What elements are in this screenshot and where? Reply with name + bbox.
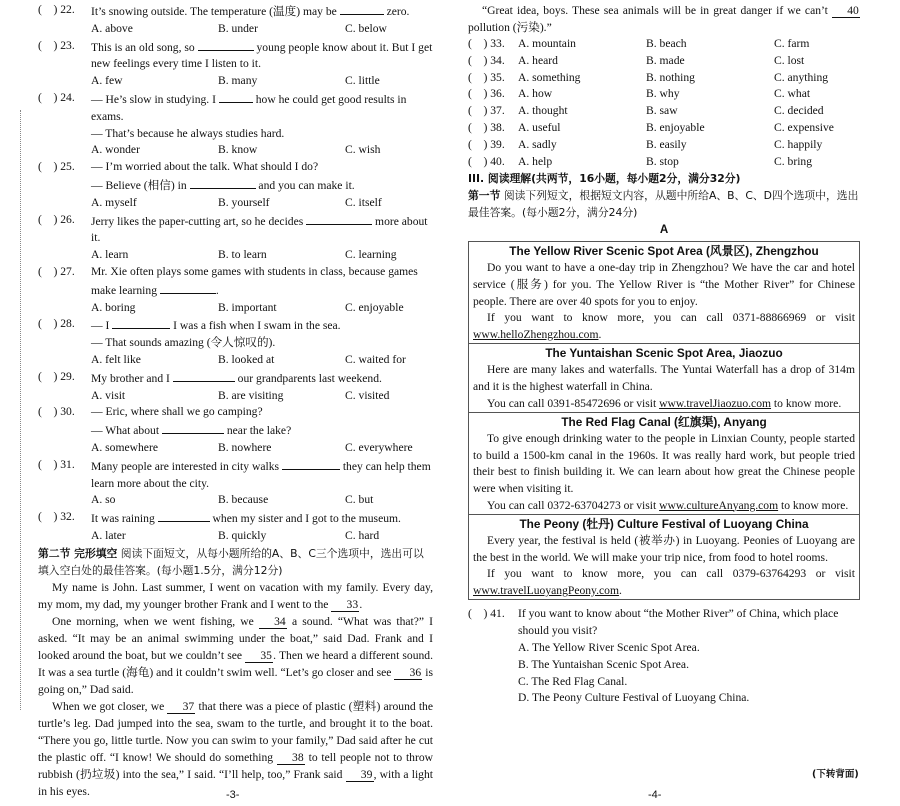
answer-bracket[interactable]: ( ) 29. (38, 369, 75, 383)
question-stem (91, 509, 433, 528)
stem-text: Many people are interested in city walks (91, 459, 282, 473)
paragraph-text: Every year, the festival is held (被举办) in Luoyang. Peonies of Luoyang are the best in the world. We will make your trip nice, from food to hotel rooms. (473, 534, 855, 564)
option-row (38, 195, 433, 212)
cloze-option-row (468, 36, 860, 53)
part-title: III. 阅读理解(共两节，16小题，每小题2分，满分32分) (468, 172, 741, 186)
stem-text: our grandparents last weekend. (234, 371, 382, 385)
question-stem (91, 90, 433, 126)
question-27 (38, 264, 433, 300)
option[interactable]: D. The Peony Culture Festival of Luoyang China. (518, 691, 750, 705)
box-paragraph (469, 310, 859, 343)
box-paragraph (469, 396, 859, 413)
option[interactable]: A. sadly (518, 137, 557, 151)
question-32 (38, 509, 433, 528)
stem-text: they can help them learn more about the city. (91, 459, 431, 490)
question-28 (38, 316, 433, 335)
paragraph-text: a sound. “What was that?” I asked. “It may be an animal swimming under the boat,” said Dad. Frank and I looked around the boat, but we couldn’t see (38, 614, 433, 662)
answer-blank (190, 176, 256, 189)
option[interactable]: B. quickly (218, 528, 267, 542)
option[interactable]: A. useful (518, 120, 561, 134)
page-number-left: -3- (226, 789, 240, 801)
stem-text: — He’s slow in studying. I (91, 92, 219, 106)
box-title: The Red Flag Canal (红旗渠), Anyang (469, 412, 859, 431)
question-number: 36 (490, 87, 502, 101)
question-41 (468, 606, 860, 640)
option[interactable]: A. myself (91, 195, 137, 209)
answer-bracket[interactable]: ( ) 32. (38, 510, 75, 524)
cloze-blank-34: 34 (259, 615, 287, 629)
answer-bracket[interactable]: ( ) 37. (468, 104, 505, 118)
answer-blank (173, 369, 235, 382)
option[interactable]: B. looked at (218, 352, 275, 366)
paragraph-text: If you want to know more, you can call 0371-88866969 or visit (487, 311, 855, 325)
option-row (38, 142, 433, 159)
section-title: 第二节 完形填空 (38, 546, 118, 560)
option[interactable]: C. bring (774, 154, 813, 168)
dialog-text: near the lake? (223, 424, 292, 438)
cloze-blank-39: 39 (346, 768, 374, 782)
question-number: 23 (60, 38, 72, 52)
box-title: The Yellow River Scenic Spot Area (风景区), Zhengzhou (509, 244, 819, 259)
turn-over-note: (下转背面) (812, 769, 859, 780)
question-stem (91, 159, 433, 176)
paragraph-text: When we got closer, we (52, 699, 168, 713)
stem-text: My brother and I (91, 371, 173, 385)
cloze-paragraph (468, 2, 860, 36)
option[interactable]: A. The Yellow River Scenic Spot Area. (518, 641, 700, 655)
question-stem (91, 38, 433, 74)
answer-blank (340, 2, 384, 15)
section-heading (468, 187, 860, 221)
paragraph-text: . (598, 327, 602, 341)
cloze-blank-36: 36 (394, 666, 422, 680)
stem-text: — Eric, where shall we go camping? (91, 405, 263, 419)
option[interactable]: B. because (218, 493, 269, 507)
option[interactable]: C. lost (774, 53, 805, 67)
stem-text: It’s snowing outside. The temperature (温度) may be (91, 5, 340, 18)
question-29 (38, 369, 433, 388)
option[interactable]: B. why (646, 87, 680, 101)
option-row (38, 21, 433, 38)
question-number: 40 (490, 154, 502, 168)
answer-blank (160, 281, 216, 294)
stem-text: when my sister and I got to the museum. (209, 512, 401, 526)
option[interactable]: A. felt like (91, 352, 141, 366)
question-number: 31 (60, 457, 72, 471)
option[interactable]: B. easily (646, 137, 687, 151)
answer-bracket[interactable]: ( ) 25. (38, 160, 75, 174)
question-stem (91, 457, 433, 493)
answer-bracket[interactable]: ( ) 27. (38, 264, 75, 278)
question-stem (91, 404, 433, 421)
answer-blank (282, 457, 340, 470)
option[interactable]: C. enjoyable (345, 300, 404, 314)
box-paragraph (469, 566, 859, 599)
passage-label: A (659, 223, 669, 237)
option[interactable]: A. few (91, 74, 123, 88)
option[interactable]: C. hard (345, 528, 380, 542)
question-30 (38, 404, 433, 421)
option[interactable]: A. heard (518, 53, 558, 67)
dialog-text: — Believe (相信) in (91, 178, 190, 192)
option[interactable]: B. yourself (218, 195, 270, 209)
option-row (38, 300, 433, 317)
stem-text: It was raining (91, 512, 158, 526)
answer-bracket[interactable]: ( ) 40. (468, 154, 505, 168)
cloze-paragraph (38, 698, 433, 800)
box-title: The Yuntaishan Scenic Spot Area, Jiaozuo (469, 343, 859, 362)
question-23 (38, 38, 433, 74)
stem-text: This is an old song, so (91, 40, 198, 54)
option[interactable]: A. something (518, 70, 581, 84)
option[interactable]: A. how (518, 87, 553, 101)
answer-blank (112, 316, 170, 329)
paragraph-text: To give enough drinking water to the people in Linxian County, people started to build a 1500-km canal in the 1960s. It was really hard work, but people tried their best to finish building it. We can learn about how great the Chinese people were when visiting it. (473, 432, 855, 495)
cloze-option-row (468, 86, 860, 103)
answer-blank (158, 509, 210, 522)
cloze-blank-40: 40 (832, 4, 860, 18)
section-instructions: 阅读下列短文，根据短文内容，从题中所给A、B、C、D四个选项中，选出最佳答案。(每小题2分，满分24分) (468, 189, 859, 220)
paragraph-text: , with a light in his eyes. (38, 767, 433, 798)
option[interactable]: C. what (774, 87, 811, 101)
question-number: 37 (490, 104, 502, 118)
option[interactable]: B. to learn (218, 248, 267, 262)
option[interactable]: B. under (218, 21, 258, 35)
question-22 (38, 2, 433, 21)
option[interactable]: C. happily (774, 137, 823, 151)
dialog-line (38, 176, 433, 195)
answer-bracket[interactable]: ( ) 34. (468, 53, 505, 67)
paragraph-text: is going on,” Dad said. (38, 665, 433, 696)
stem-text: young people know about it. But I get new feelings every time I listen to it. (91, 40, 433, 71)
cloze-blank-35: 35 (245, 649, 273, 663)
dialog-text: — That sounds amazing (令人惊叹的). (91, 336, 276, 350)
option[interactable]: A. later (91, 528, 126, 542)
paragraph-text: to tell people not to throw rubbish (扔垃圾) into the sea,” I said. “I’ll help, too,” Frank said (38, 750, 433, 781)
option[interactable]: B. enjoyable (646, 120, 705, 134)
answer-blank (198, 38, 254, 51)
option-row (38, 440, 433, 457)
question-25 (38, 159, 433, 176)
question-number: 35 (490, 70, 502, 84)
paragraph-text: “Great idea, boys. These sea animals will be in great danger if we can’t (482, 4, 832, 17)
box-paragraph (469, 533, 859, 566)
dialog-text: and you can make it. (255, 178, 355, 192)
question-number: 32 (60, 510, 72, 524)
cloze-option-row (468, 137, 860, 154)
question-number: 30 (60, 405, 72, 419)
paragraph-text: . Then we heard a different sound. It was a sea turtle (海龟) and it couldn’t swim well. “Let’s go closer and see (38, 648, 433, 679)
question-number: 41 (490, 607, 502, 621)
option[interactable]: A. so (91, 493, 116, 507)
dialog-line (38, 335, 433, 352)
section-heading (38, 545, 433, 579)
answer-bracket[interactable]: ( ) 28. (38, 317, 75, 331)
answer-bracket[interactable]: ( ) 33. (468, 37, 505, 50)
option[interactable]: B. saw (646, 104, 678, 118)
stem-text: — I’m worried about the talk. What should I do? (91, 160, 319, 174)
section-title: 第一节 (468, 189, 501, 203)
option[interactable]: C. visited (345, 388, 390, 402)
question-26 (38, 212, 433, 248)
option[interactable]: A. boring (91, 300, 136, 314)
option[interactable]: C. learning (345, 248, 397, 262)
option[interactable]: C. anything (774, 70, 829, 84)
option[interactable]: C. farm (774, 37, 810, 50)
cloze-blank-37: 37 (167, 700, 195, 714)
box-paragraph (469, 260, 859, 310)
page-number-right: -4- (648, 789, 662, 801)
website-link[interactable]: www.travelJiaozuo.com (659, 396, 772, 410)
cloze-blank-38: 38 (277, 751, 305, 765)
option[interactable]: C. The Red Flag Canal. (518, 674, 628, 688)
option[interactable]: A. wonder (91, 143, 140, 157)
dialog-text: — What about (91, 424, 162, 438)
paragraph-text: You can call 0372-63704273 or visit (487, 498, 660, 512)
answer-bracket[interactable]: ( ) 22. (38, 3, 75, 16)
option[interactable]: C. but (345, 493, 374, 507)
option-row (38, 352, 433, 369)
paragraph-text: My name is John. Last summer, I went on vacation with my family. Every day, my mom, my dad, my younger brother Frank and I went to the (38, 580, 433, 611)
passage-a-box (468, 241, 860, 600)
option[interactable]: A. above (91, 21, 133, 35)
question-stem (91, 2, 433, 21)
stem-text: zero. (383, 5, 410, 18)
question-stem: If you want to know about “the Mother River” of China, which place should you visit? (518, 607, 839, 638)
cloze-paragraph (38, 579, 433, 613)
cloze-option-row (468, 70, 860, 87)
option[interactable]: C. below (345, 21, 387, 35)
paragraph-text: If you want to know more, you can call 0379-63764293 or visit (487, 567, 855, 581)
option[interactable]: B. are visiting (218, 388, 284, 402)
dialog-text: — That’s because he always studies hard. (91, 126, 285, 140)
option[interactable]: B. The Yuntaishan Scenic Spot Area. (518, 657, 689, 671)
dialog-line (38, 421, 433, 440)
question-stem (91, 369, 433, 388)
cloze-option-row (468, 154, 860, 171)
website-link[interactable]: www.helloZhengzhou.com (473, 327, 599, 341)
paragraph-text: to know more. (778, 498, 849, 512)
paragraph-text: . (359, 597, 363, 611)
option[interactable]: A. mountain (518, 37, 576, 50)
answer-bracket[interactable]: ( ) 30. (38, 405, 75, 419)
question-number: 29 (60, 369, 72, 383)
option-row (38, 73, 433, 90)
question-number: 28 (60, 317, 72, 331)
cloze-option-row (468, 103, 860, 120)
question-number: 27 (60, 264, 72, 278)
website-link[interactable]: www.cultureAnyang.com (659, 498, 779, 512)
option[interactable]: A. thought (518, 104, 568, 118)
question-number: 34 (490, 53, 502, 67)
paragraph-text: One morning, when we went fishing, we (52, 614, 259, 628)
option[interactable]: C. wish (345, 143, 381, 157)
answer-bracket[interactable]: ( ) 36. (468, 87, 505, 101)
answer-bracket[interactable]: ( ) 38. (468, 120, 505, 134)
dialog-line (38, 126, 433, 143)
option[interactable]: A. learn (91, 248, 129, 262)
option[interactable]: A. help (518, 154, 553, 168)
question-stem (91, 264, 433, 300)
question-number: 24 (60, 90, 72, 104)
answer-bracket[interactable]: ( ) 23. (38, 38, 75, 52)
answer-blank (162, 421, 224, 434)
option[interactable]: C. itself (345, 195, 382, 209)
question-number: 39 (490, 137, 502, 151)
option[interactable]: C. waited for (345, 352, 406, 366)
right-column (468, 2, 860, 707)
option-row (38, 388, 433, 405)
option[interactable]: B. nowhere (218, 440, 272, 454)
question-number: 26 (60, 212, 72, 226)
answer-bracket[interactable]: ( ) 41. (468, 607, 505, 621)
stem-text: Jerry likes the paper-cutting art, so he decides (91, 214, 307, 228)
stem-text: Mr. Xie often plays some games with students in class, because games make learning (91, 264, 418, 297)
binding-cut-line (20, 110, 21, 710)
option[interactable]: B. made (646, 53, 685, 67)
paragraph-text: Do you want to have a one-day trip in Zhengzhou? We have the car and hotel service (服务) for you. The Yellow River is “the Mother River” for Chinese people. There are over 40 spots for you to enjoy. (473, 261, 855, 308)
section-instructions: 阅读下面短文，从每小题所给的A、B、C三个选项中，选出可以填入空白处的最佳答案。(每小题1.5分，满分12分) (38, 546, 424, 577)
cloze-option-row (468, 53, 860, 70)
stem-text: how he could get good results in exams. (91, 92, 407, 123)
option[interactable]: B. nothing (646, 70, 695, 84)
question-24 (38, 90, 433, 126)
box-paragraph (469, 431, 859, 497)
answer-bracket[interactable]: ( ) 24. (38, 90, 75, 104)
paragraph-text: You can call 0391-85472696 or visit (487, 396, 660, 410)
stem-text: — I (91, 319, 113, 333)
option[interactable]: C. everywhere (345, 440, 413, 454)
option[interactable]: B. important (218, 300, 277, 314)
box-paragraph (469, 498, 859, 515)
question-31 (38, 457, 433, 493)
answer-blank (219, 90, 253, 103)
cloze-paragraph (38, 613, 433, 698)
stem-text: more about it. (91, 214, 428, 245)
stem-text: I was a fish when I swam in the sea. (170, 319, 341, 333)
option-row (38, 247, 433, 264)
stem-text: . (215, 283, 219, 297)
option[interactable]: A. somewhere (91, 440, 158, 454)
option-row (38, 492, 433, 509)
paragraph-text: that there was a piece of plastic (塑料) around the turtle’s leg. Dad jumped into the sea, swam to the turtle, and brought it to the boat. “There you go, little turtle. Now you can swim to your family,” Dad said after he cut the plastic off. “I know! We should do something (38, 699, 433, 764)
option[interactable]: B. stop (646, 154, 679, 168)
question-number: 25 (60, 160, 72, 174)
option[interactable]: C. decided (774, 104, 824, 118)
answer-bracket[interactable]: ( ) 35. (468, 70, 505, 84)
cloze-option-row (468, 120, 860, 137)
box-title: The Peony (牡丹) Culture Festival of Luoyang China (469, 514, 859, 533)
website-link[interactable]: www.travelLuoyangPeony.com (473, 583, 619, 597)
option[interactable]: C. expensive (774, 120, 834, 134)
left-column (38, 2, 433, 800)
question-number: 38 (490, 120, 502, 134)
question-stem (91, 316, 433, 335)
option[interactable]: B. beach (646, 37, 687, 50)
option[interactable]: A. visit (91, 388, 126, 402)
question-number: 22 (60, 3, 72, 16)
option[interactable]: B. many (218, 74, 258, 88)
paragraph-text: pollution (污染).” (468, 21, 552, 34)
paragraph-text: to know more. (771, 396, 842, 410)
cloze-blank-33: 33 (331, 598, 359, 612)
answer-bracket[interactable]: ( ) 26. (38, 212, 75, 226)
answer-bracket[interactable]: ( ) 31. (38, 457, 75, 471)
paragraph-text: Here are many lakes and waterfalls. The Yuntai Waterfall has a drop of 314m and it is the highest waterfall in China. (473, 363, 855, 393)
option[interactable]: B. know (218, 143, 258, 157)
part-heading (468, 170, 860, 187)
option-row (38, 528, 433, 545)
answer-blank (306, 212, 372, 225)
box-paragraph (469, 362, 859, 395)
option[interactable]: C. little (345, 74, 380, 88)
answer-bracket[interactable]: ( ) 39. (468, 137, 505, 151)
question-stem (91, 212, 433, 248)
question-number: 33 (490, 37, 502, 50)
paragraph-text: . (618, 583, 622, 597)
